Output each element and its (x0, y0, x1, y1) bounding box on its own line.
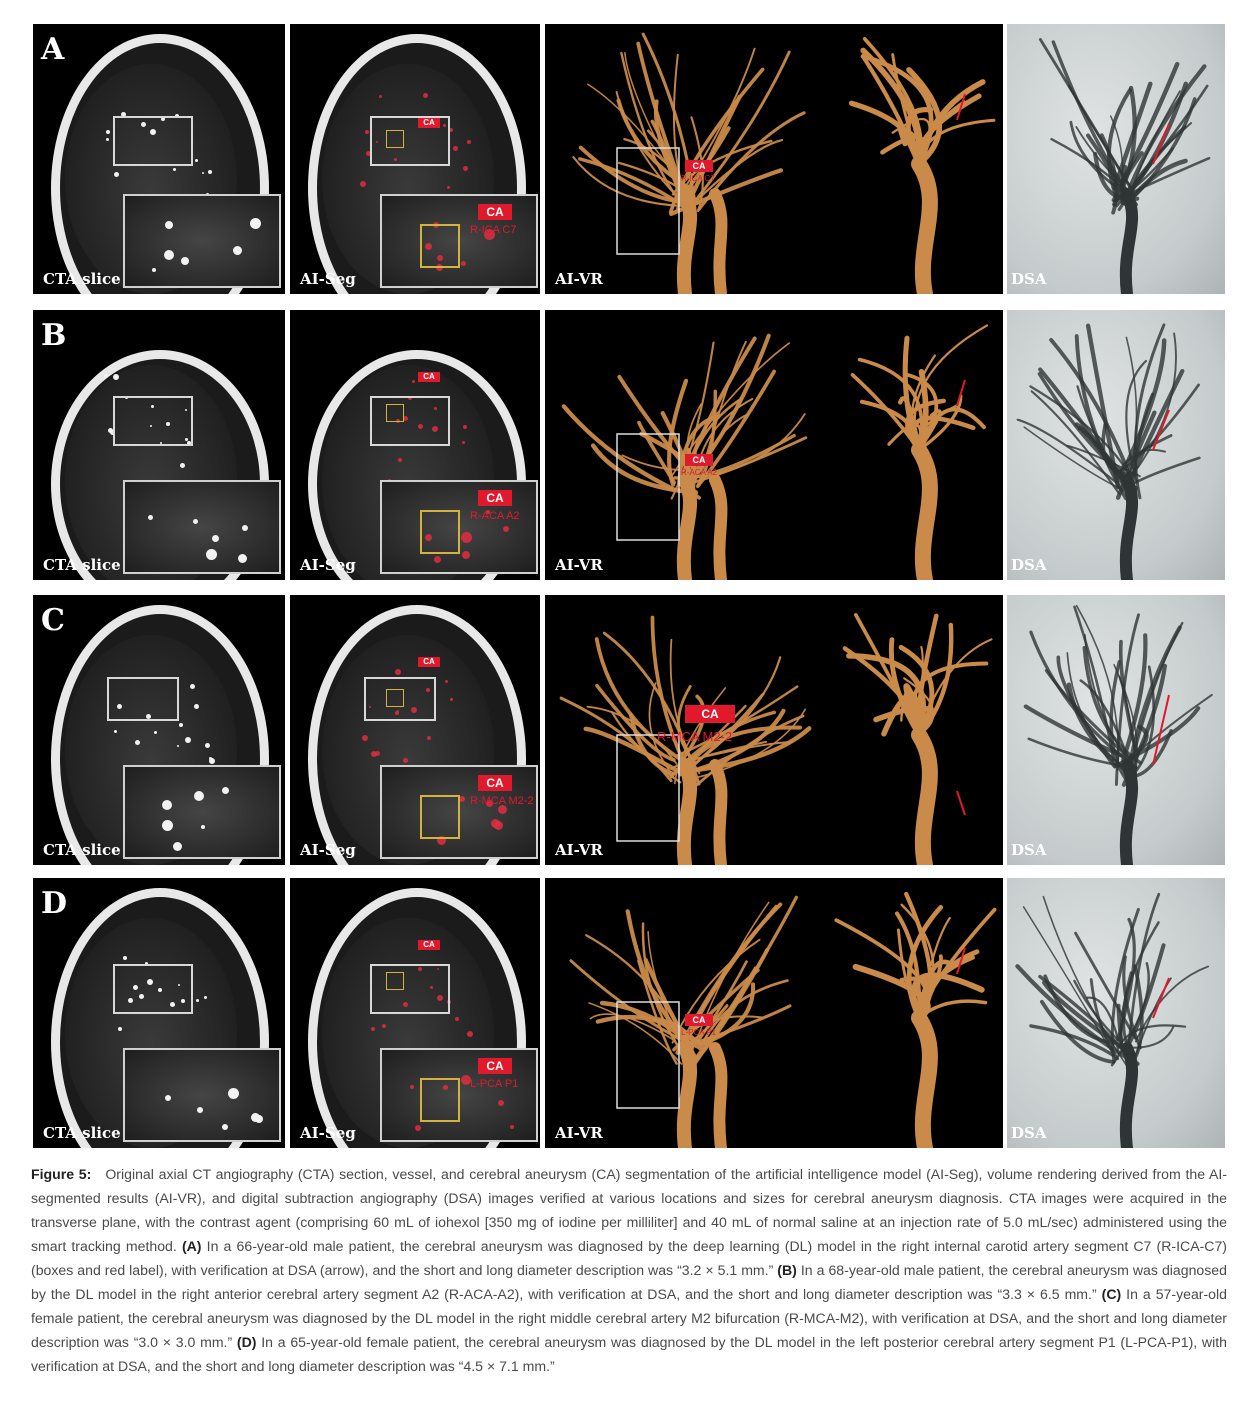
vessel-spot (135, 740, 140, 745)
roi-box (113, 116, 193, 166)
row-letter: B (41, 318, 67, 353)
caption-d-label: (D) (236, 1334, 257, 1350)
ca-label-inset: CA (478, 775, 512, 791)
panel-vr-d (545, 878, 1003, 1148)
caption-c-label: (C) (1101, 1286, 1122, 1302)
vessel-spot (179, 723, 183, 727)
inset-vessel-spot (498, 1100, 504, 1106)
figure-caption (31, 1162, 1227, 1378)
vessel-spot (379, 95, 382, 98)
inset-vessel-spot (148, 515, 153, 520)
vessel-trunk-detail (919, 735, 930, 865)
caption-a-label: (A) (181, 1238, 202, 1254)
panel-label-seg: AI-Seg (300, 270, 356, 288)
segment-name-vr: L-PCA P1 (681, 1028, 717, 1037)
vessel-spot (371, 751, 377, 757)
panel-label-vr: AI-VR (555, 841, 603, 859)
vessel-spot (447, 186, 450, 189)
caption-b-text: In a 68-year-old male patient, the cerebral aneurysm was diagnosed by the DL model in the right anterior cerebral artery segment A2 (R-ACA-A2), with verification at DSA, and the short and long diameter description was “3.3 × 6.5 mm.” (31, 1262, 1227, 1302)
inset-vessel-spot (197, 1107, 203, 1113)
inset-vessel-spot (434, 556, 441, 563)
inset-vessel-spot (164, 250, 174, 260)
vessel-spot (453, 146, 458, 151)
vessel-spot (467, 1031, 473, 1037)
ca-label-inset: CA (478, 204, 512, 220)
segment-name-inset: L-PCA P1 (470, 1078, 519, 1090)
vessel-spot (114, 172, 119, 177)
panel-seg-d (290, 878, 540, 1148)
vessel-spot (450, 698, 453, 701)
vessel-trunk-detail (919, 164, 930, 294)
segment-name-vr: R-MCA M2-2 (657, 729, 733, 744)
panel-label-seg: AI-Seg (300, 1124, 356, 1142)
panel-vr-b (545, 310, 1003, 580)
figure-row-a (33, 24, 1225, 294)
inset-vessel-spot (201, 825, 205, 829)
zoom-inset (380, 765, 538, 859)
aneurysm-box (420, 510, 460, 554)
ca-label-vr: CA (685, 160, 713, 172)
panel-label-cta: CTA slice (43, 1124, 121, 1142)
inset-vessel-spot (222, 1124, 228, 1130)
vessel-render (545, 878, 1003, 1148)
angiogram (1007, 24, 1225, 294)
ca-label-vr: CA (685, 1014, 713, 1026)
inset-vessel-spot (415, 1125, 421, 1131)
vessel-render (545, 595, 1003, 865)
zoom-inset (380, 1048, 538, 1142)
inset-vessel-spot (165, 1095, 171, 1101)
zoom-inset (123, 765, 281, 859)
panel-label-dsa: DSA (1011, 841, 1047, 859)
segment-name-inset: R-ICA C7 (470, 224, 517, 236)
inset-vessel-spot (461, 261, 466, 266)
vessel-trunk (715, 765, 721, 865)
panel-label-cta: CTA slice (43, 556, 121, 574)
ca-label-vr: CA (685, 454, 713, 466)
vessel-spot (113, 374, 119, 380)
caption-d-text: In a 65-year-old female patient, the cerebral aneurysm was diagnosed by the DL model in the left posterior cerebral artery segment P1 (L-PCA-P1), with verification at DSA, and the short and long diameter description was “4.5 × 7.1 mm.” (31, 1334, 1227, 1374)
panel-vr-a (545, 24, 1003, 294)
figure-row-d (33, 878, 1225, 1148)
segment-name-inset: R-MCA M2-2 (470, 795, 534, 807)
ca-label: CA (418, 118, 440, 128)
zoom-inset (123, 480, 281, 574)
zoom-inset (123, 1048, 281, 1142)
ca-label-vr: CA (685, 705, 735, 723)
angiogram (1007, 595, 1225, 865)
angiogram (1007, 878, 1225, 1148)
vessel-trunk (715, 194, 721, 294)
panel-label-seg: AI-Seg (300, 841, 356, 859)
figure-row-c (33, 595, 1225, 865)
zoom-inset (380, 194, 538, 288)
inset-vessel-spot (162, 820, 173, 831)
vessel-spot (106, 130, 110, 134)
panel-cta-a (33, 24, 285, 294)
inset-vessel-spot (510, 1125, 514, 1129)
panel-label-vr: AI-VR (555, 1124, 603, 1142)
panel-label-seg: AI-Seg (300, 556, 356, 574)
inset-vessel-spot (193, 519, 198, 524)
zoom-inset (380, 480, 538, 574)
vessel-spot (362, 735, 368, 741)
panel-dsa-d (1007, 878, 1225, 1148)
vessel-spot (104, 374, 108, 378)
inset-vessel-spot (206, 549, 217, 560)
panel-seg-a (290, 24, 540, 294)
ca-label: CA (418, 657, 440, 667)
vessel-trunk (715, 480, 721, 580)
inset-vessel-spot (461, 532, 472, 543)
panel-dsa-c (1007, 595, 1225, 865)
inset-vessel-spot (152, 268, 156, 272)
row-letter: D (41, 886, 68, 921)
panel-label-cta: CTA slice (43, 270, 121, 288)
panel-cta-c (33, 595, 285, 865)
vessel-trunk-detail (919, 450, 930, 580)
inset-vessel-spot (250, 218, 261, 229)
vessel-render (545, 310, 1003, 580)
panel-cta-d (33, 878, 285, 1148)
aneurysm-box-small (386, 130, 404, 148)
panel-label-vr: AI-VR (555, 556, 603, 574)
panel-vr-c (545, 595, 1003, 865)
aneurysm-box (420, 1078, 460, 1122)
angiogram (1007, 310, 1225, 580)
vessel-spot (177, 745, 179, 747)
panel-seg-c (290, 595, 540, 865)
aneurysm-box-small (386, 972, 404, 990)
vessel-spot (208, 170, 212, 174)
vessel-branch (1040, 40, 1134, 194)
ca-label-inset: CA (478, 490, 512, 506)
vessel-spot (114, 730, 117, 733)
segment-name-vr: R-ACA A2 (681, 468, 718, 477)
inset-vessel-spot (238, 554, 247, 563)
vessel-spot (427, 736, 431, 740)
vessel-spot (194, 704, 199, 709)
inset-vessel-spot (181, 257, 189, 265)
vessel-trunk-detail (919, 1018, 930, 1148)
vessel-trunk (715, 1048, 721, 1148)
vessel-branch (564, 406, 675, 490)
aneurysm-box-small (386, 404, 404, 422)
vessel-spot (180, 463, 185, 468)
inset-vessel-spot (165, 221, 173, 229)
ca-label: CA (418, 940, 440, 950)
vessel-spot (204, 996, 207, 999)
inset-vessel-spot (173, 842, 182, 851)
figure-row-b (33, 310, 1225, 580)
inset-vessel-spot (410, 1085, 414, 1089)
inset-vessel-spot (255, 1115, 263, 1123)
caption-intro: Original axial CT angiography (CTA) section, vessel, and cerebral aneurysm (CA) segmentation of the artificial intelligence model (AI-Seg), volume rendering derived from the AI-segmented results (AI-VR), and digital subtraction angiography (DSA) images verified at various locations and sizes for cerebral aneurysm diagnosis. CTA images were acquired in the transverse plane, with the contrast agent (comprising 60 mL of iohexol [350 mg of iodine per milliliter] and 40 mL of normal saline at an injection rate of 5.0 mL/sec) administered using the smart tracking method. (31, 1166, 1227, 1254)
vessel-spot (403, 758, 408, 763)
panel-label-cta: CTA slice (43, 841, 121, 859)
vessel-spot (173, 168, 176, 171)
aneurysm-box (420, 795, 460, 839)
panel-label-dsa: DSA (1011, 556, 1047, 574)
vessel-spot (412, 380, 415, 383)
roi-box (107, 677, 179, 721)
figure-label: Figure 5: (31, 1166, 92, 1182)
vessel-spot (202, 172, 204, 174)
panel-cta-b (33, 310, 285, 580)
inset-vessel-spot (212, 535, 219, 542)
caption-c-text: In a 57-year-old female patient, the cerebral aneurysm was diagnosed by the DL model in the right middle cerebral artery M2 bifurcation (R-MCA-M2), with verification at DSA, and the short and long diameter description was “3.0 × 3.0 mm.” (31, 1286, 1227, 1350)
roi-box (370, 964, 450, 1014)
vessel-render (545, 24, 1003, 294)
aneurysm-arrow (1153, 978, 1169, 1018)
panel-seg-b (290, 310, 540, 580)
vessel-spot (209, 758, 215, 764)
roi-box (113, 396, 193, 446)
inset-vessel-spot (494, 821, 503, 830)
panel-dsa-a (1007, 24, 1225, 294)
inset-vessel-spot (503, 526, 509, 532)
caption-a-text: In a 66-year-old male patient, the cerebral aneurysm was diagnosed by the deep learning (DL) model in the right internal carotid artery segment C7 (R-ICA-C7) (boxes and red label), with verification at DSA (arrow), and the short and long diameter description was “3.2 × 5.1 mm.” (31, 1238, 1227, 1278)
inset-vessel-spot (228, 1088, 239, 1099)
panel-label-vr: AI-VR (555, 270, 603, 288)
aneurysm-arrow (957, 791, 965, 815)
inset-vessel-spot (462, 551, 470, 559)
inset-vessel-spot (233, 246, 242, 255)
inset-vessel-spot (162, 800, 172, 810)
roi-box (370, 396, 450, 446)
panel-dsa-b (1007, 310, 1225, 580)
vessel-spot (123, 956, 127, 960)
segment-name-inset: R-ACA A2 (470, 510, 520, 522)
ca-label-inset: CA (478, 1058, 512, 1074)
inset-vessel-spot (194, 791, 204, 801)
inset-vessel-spot (242, 525, 248, 531)
inset-vessel-spot (222, 787, 229, 794)
caption-b-label: (B) (777, 1262, 797, 1278)
segment-name-vr: R-ICA C7 (681, 174, 715, 183)
aneurysm-box (420, 224, 460, 268)
panel-label-dsa: DSA (1011, 270, 1047, 288)
roi-box (113, 964, 193, 1014)
row-letter: C (41, 603, 65, 638)
aneurysm-box-small (386, 689, 404, 707)
panel-label-dsa: DSA (1011, 1124, 1047, 1142)
zoom-inset (123, 194, 281, 288)
ca-label: CA (418, 372, 440, 382)
vessel-trunk (684, 480, 690, 580)
row-letter: A (41, 32, 65, 67)
